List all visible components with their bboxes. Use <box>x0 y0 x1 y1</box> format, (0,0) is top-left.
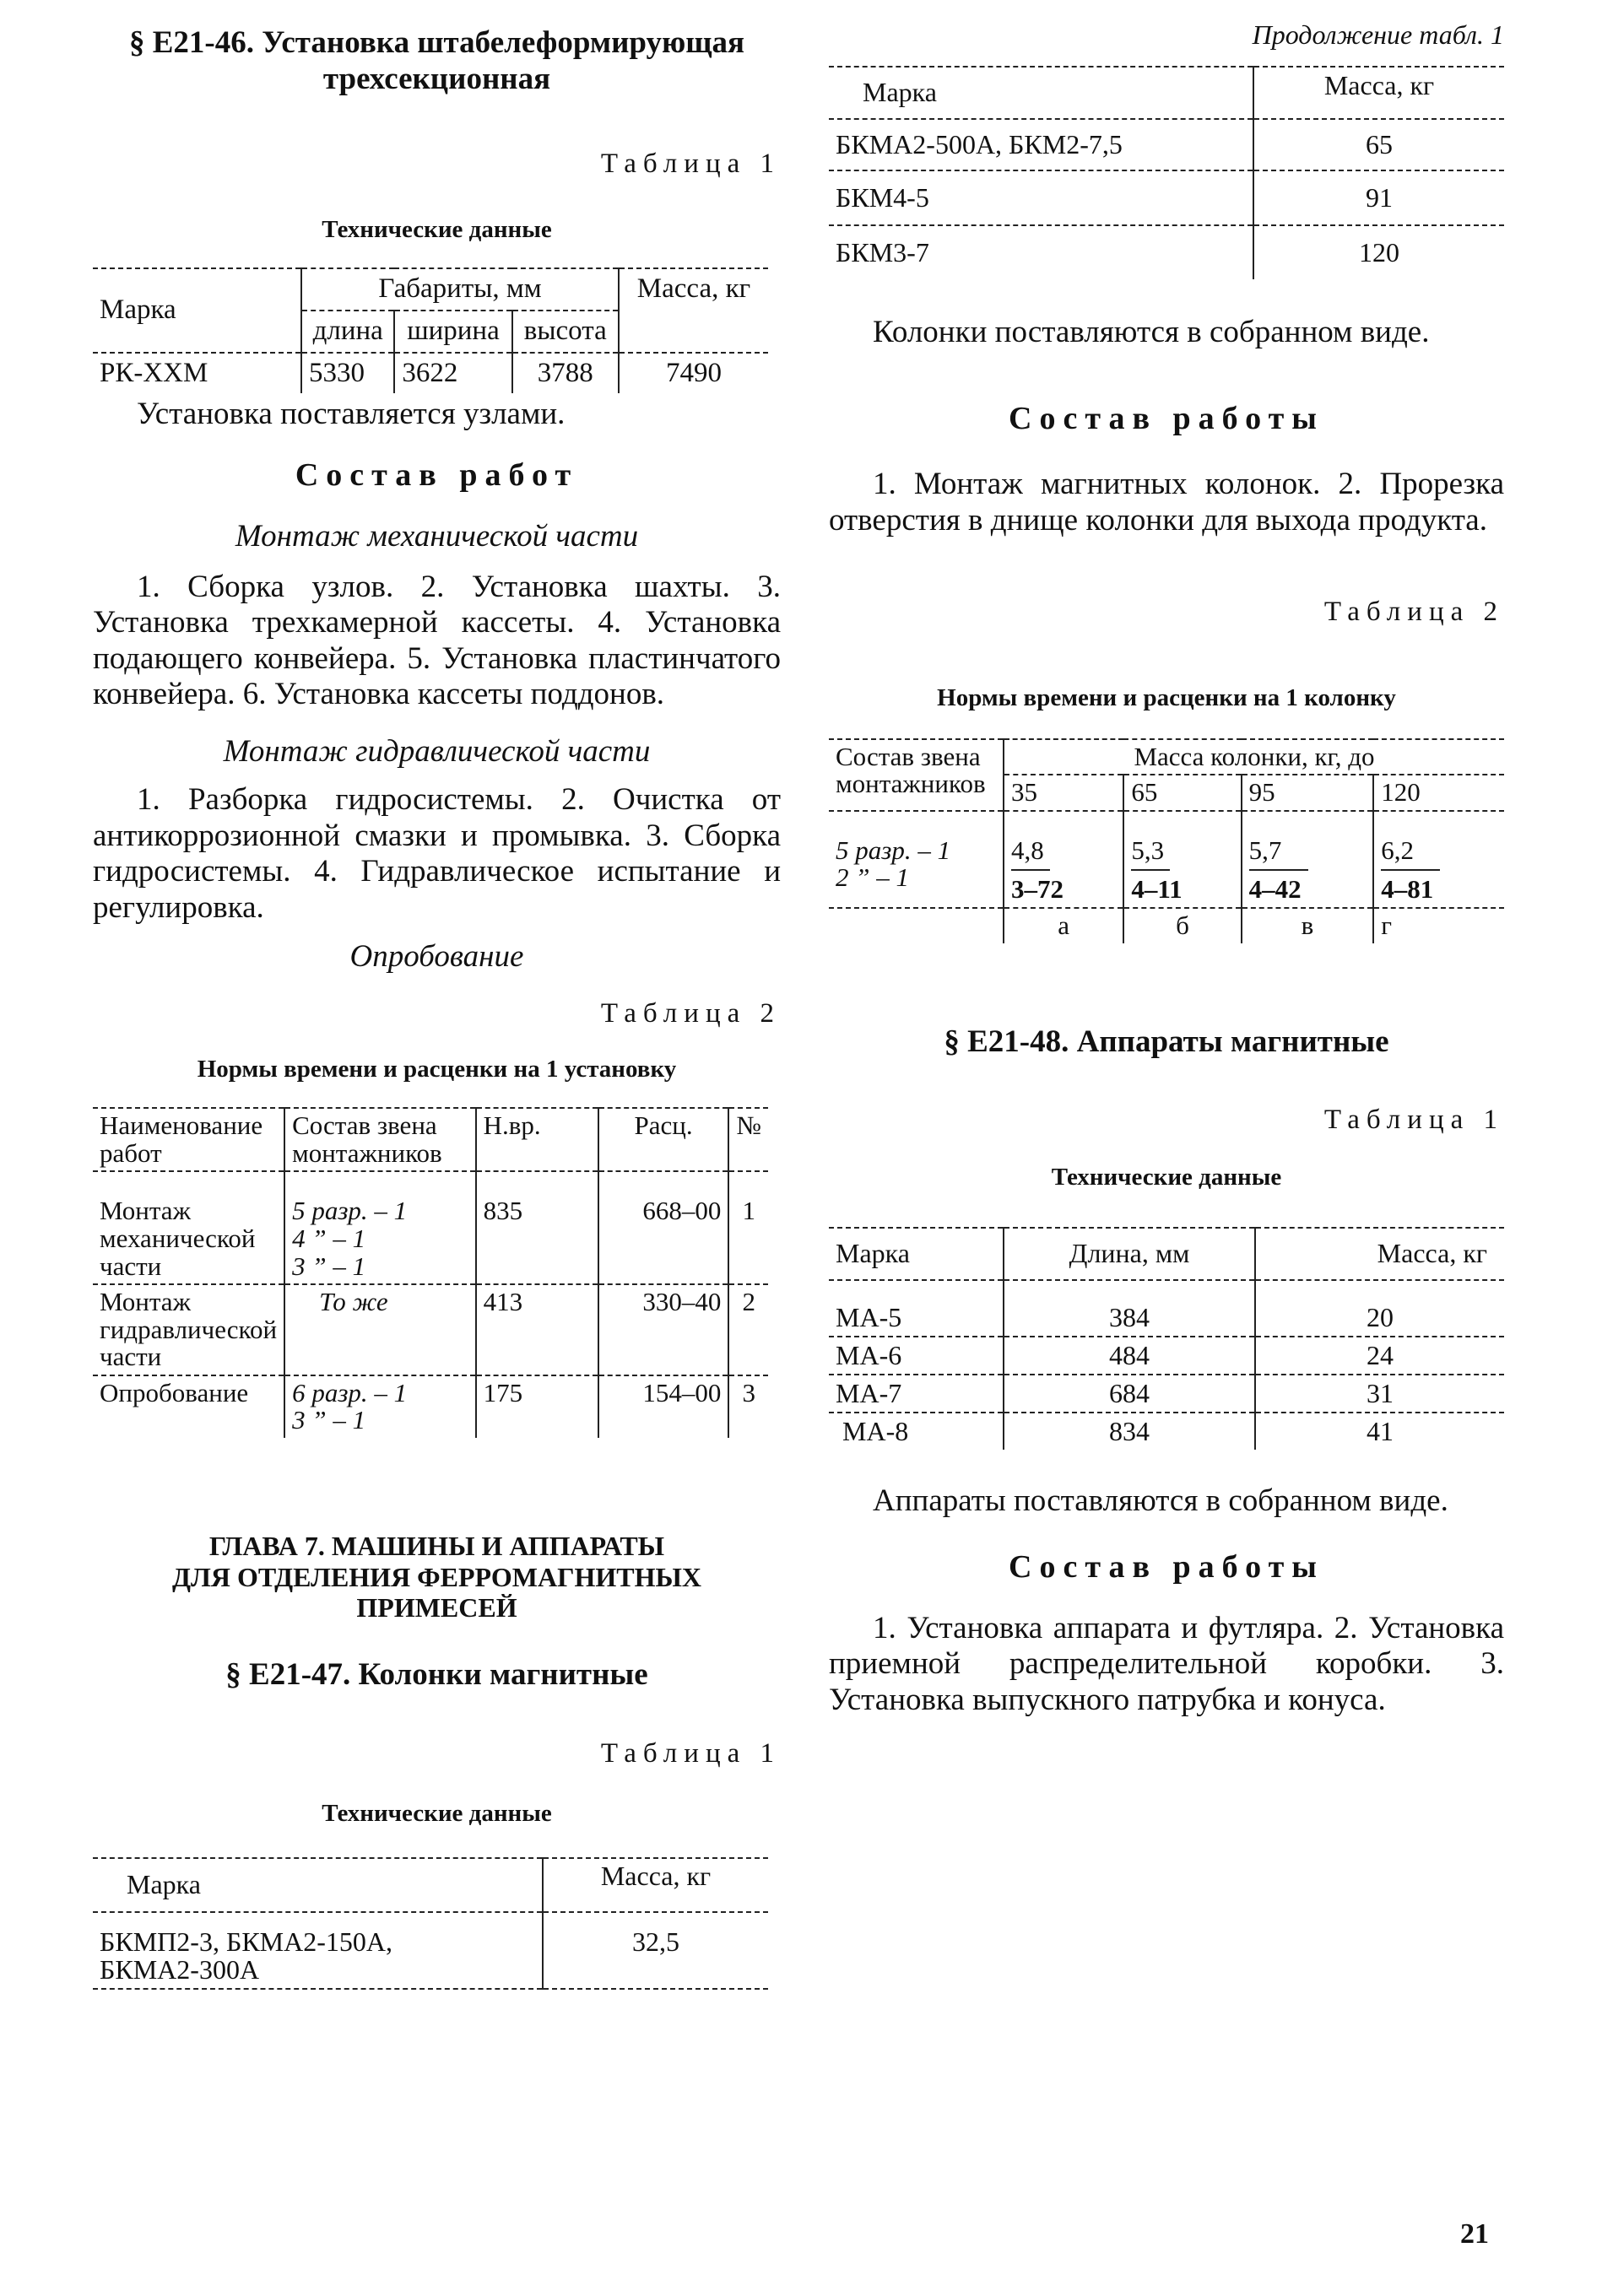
page-number: 21 <box>1460 2218 1489 2250</box>
col-header-width: ширина <box>394 311 511 353</box>
cell-norm-rate: 5,3 4–11 <box>1123 811 1241 908</box>
table-row <box>829 908 1504 943</box>
cell-norm: 175 <box>476 1375 598 1438</box>
col-header-mass: Масса, кг <box>1253 67 1504 118</box>
cell-column-letter: а <box>1004 908 1123 943</box>
table-number: Таблица 1 <box>1323 1105 1504 1136</box>
section-e21-47-title: § Е21-47. Колонки магнитные <box>225 1657 648 1693</box>
composition-heading: Состав работы <box>1009 1548 1324 1585</box>
tech-data-table-e21-47 <box>93 1857 768 1990</box>
cell-height: 3788 <box>512 353 619 394</box>
cell-crew: 5 разр. – 1 2 ” – 1 <box>836 835 951 893</box>
cell-mass: 7490 <box>619 353 768 394</box>
cell-mark: РК-XXM <box>100 357 208 388</box>
col-header-mark: Марка <box>100 294 176 326</box>
col-header-mass: Масса, кг <box>1255 1228 1504 1279</box>
col-header-mass-120: 120 <box>1373 775 1504 811</box>
cell-length: 684 <box>1004 1375 1255 1413</box>
cell-mass: 65 <box>1253 119 1504 170</box>
table-row <box>93 1171 768 1284</box>
cell-mark: МА-5 <box>836 1301 902 1332</box>
subheading-testing: Опробование <box>349 938 524 974</box>
col-header-length: Длина, мм <box>1004 1228 1255 1279</box>
cell-column-letter: в <box>1242 908 1374 943</box>
cell-work-name: Опробование <box>100 1377 249 1407</box>
col-header-rate: Расц. <box>598 1108 729 1171</box>
cell-mark: МА-7 <box>836 1378 902 1408</box>
cell-mark: МА-8 <box>842 1416 909 1447</box>
cell-no: 3 <box>728 1375 768 1438</box>
col-header-mass-35: 35 <box>1004 775 1123 811</box>
cell-norm: 413 <box>476 1284 598 1375</box>
cell-crew: То же <box>284 1284 475 1375</box>
col-header-length: длина <box>301 311 394 353</box>
subheading-hydraulic: Монтаж гидравлической части <box>223 733 651 769</box>
fraction-bar <box>1381 869 1440 871</box>
cell-length: 484 <box>1004 1337 1255 1375</box>
delivery-note: Установка поставляется узлами. <box>137 397 566 432</box>
work-steps: 1. Монтаж магнитных колонок. 2. Прорезка отверстия в днище колонки для выхода продукта. <box>829 467 1504 538</box>
cell-mass: 20 <box>1255 1280 1504 1337</box>
cell-column-letter: г <box>1373 908 1504 943</box>
table-row <box>93 1284 768 1375</box>
col-header-mass: Масса, кг <box>543 1858 768 1912</box>
tech-data-table-e21-47-continued <box>829 66 1504 279</box>
delivery-note: Колонки поставляются в собранном виде. <box>873 315 1430 350</box>
cell-no: 1 <box>728 1171 768 1284</box>
right-column <box>829 19 1504 1718</box>
col-header-mark: Марка <box>863 77 937 108</box>
table-row <box>829 1413 1504 1450</box>
cell-mass: 91 <box>1253 170 1504 225</box>
hydraulic-steps: 1. Разборка гидросистемы. 2. Очистка от антикоррозионной смазки и промывка. 3. Сборка гидросистемы. 4. Гидравлическое испытание и регулировка. <box>93 782 781 926</box>
table-row <box>829 1375 1504 1413</box>
table-row <box>829 225 1504 279</box>
fraction-bar <box>1249 869 1308 871</box>
table-row <box>829 170 1504 225</box>
table-row <box>93 1375 768 1438</box>
table-caption: Нормы времени и расценки на 1 установку <box>197 1055 677 1083</box>
time-norms-table-e21-46 <box>93 1107 768 1437</box>
time-norms-table-e21-47 <box>829 738 1504 943</box>
table-row <box>829 1280 1504 1337</box>
col-header-mass-95: 95 <box>1242 775 1374 811</box>
col-header-height: высота <box>512 311 619 353</box>
table-caption: Технические данные <box>322 1800 552 1828</box>
cell-no: 2 <box>728 1284 768 1375</box>
cell-length: 5330 <box>301 353 394 394</box>
cell-mark: БКМ4-5 <box>836 181 929 213</box>
col-header-crew: Состав звена монтажников <box>284 1108 475 1171</box>
cell-mark: БКМ3-7 <box>836 236 929 267</box>
cell-norm-rate: 5,7 4–42 <box>1242 811 1374 908</box>
fraction-bar <box>1011 869 1050 871</box>
subheading-mechanical: Монтаж механической части <box>235 519 639 554</box>
left-column <box>93 25 781 1990</box>
col-header-no: № <box>728 1108 768 1171</box>
cell-length: 834 <box>1004 1413 1255 1450</box>
col-header-mark: Марка <box>836 1238 910 1269</box>
composition-heading: Состав работ <box>295 456 579 493</box>
composition-heading: Состав работы <box>1009 400 1324 436</box>
cell-rate: 330–40 <box>598 1284 729 1375</box>
table-number: Таблица 1 <box>600 149 781 180</box>
col-header-norm: Н.вр. <box>476 1108 598 1171</box>
continuation-label: Продолжение табл. 1 <box>1252 19 1504 50</box>
col-header-mass: Масса, кг <box>619 268 768 352</box>
table-number: Таблица 2 <box>600 997 781 1029</box>
cell-mass: 32,5 <box>543 1912 768 1989</box>
section-e21-46-title: § Е21-46. Установка штабелеформирующая трехсекционная <box>128 25 745 96</box>
col-header-dims: Габариты, мм <box>301 268 619 311</box>
table-row <box>93 1912 768 1989</box>
table-number: Таблица 2 <box>1323 597 1504 628</box>
cell-mass: 120 <box>1253 225 1504 279</box>
col-header-mass-65: 65 <box>1123 775 1241 811</box>
cell-mark: БКМА2-500А, БКМ2-7,5 <box>836 128 1123 159</box>
table-caption: Нормы времени и расценки на 1 колонку <box>937 683 1396 711</box>
table-number: Таблица 1 <box>600 1737 781 1769</box>
cell-work-name: Монтаж гидравлической части <box>100 1287 278 1372</box>
table-row <box>829 119 1504 170</box>
fraction-bar <box>1131 869 1170 871</box>
cell-length: 384 <box>1004 1280 1255 1337</box>
table-row <box>829 811 1504 908</box>
mechanical-steps: 1. Сборка узлов. 2. Установка шахты. 3. Установка трехкамерной кассеты. 4. Установка подающего конвейера. 5. Установка пластинчатого конвейера. 6. Установка кассеты поддонов. <box>93 569 781 712</box>
delivery-note: Аппараты поставляются в собранном виде. <box>873 1483 1448 1519</box>
col-header-work-name: Наименование работ <box>100 1110 263 1168</box>
section-e21-48-title: § Е21-48. Аппараты магнитные <box>944 1024 1389 1059</box>
table-row <box>93 353 768 394</box>
table-caption: Технические данные <box>322 215 552 243</box>
tech-data-table-e21-46 <box>93 267 768 393</box>
col-header-column-mass: Масса колонки, кг, до <box>1004 739 1504 775</box>
col-header-crew: Состав звена монтажников <box>836 741 986 799</box>
cell-width: 3622 <box>394 353 511 394</box>
cell-norm-rate: 6,2 4–81 <box>1373 811 1504 908</box>
tech-data-table-e21-48 <box>829 1227 1504 1450</box>
cell-column-letter: б <box>1123 908 1241 943</box>
cell-mass: 41 <box>1255 1413 1504 1450</box>
cell-norm-rate: 4,8 3–72 <box>1004 811 1123 908</box>
cell-mass: 31 <box>1255 1375 1504 1413</box>
cell-mark: МА-6 <box>836 1339 902 1370</box>
col-header-mark: Марка <box>127 1869 201 1900</box>
cell-mark: БКМП2-3, БКМА2-150А, БКМА2-300А <box>100 1926 392 1985</box>
cell-work-name: Монтаж механической части <box>100 1196 256 1281</box>
work-steps: 1. Установка аппарата и футляра. 2. Установка приемной распределительной коробки. 3. Установка выпускного патрубка и конуса. <box>829 1610 1504 1717</box>
chapter-7-title: ГЛАВА 7. МАШИНЫ И АППАРАТЫ ДЛЯ ОТДЕЛЕНИЯ ФЕРРОМАГНИТНЫХ ПРИМЕСЕЙ <box>171 1530 702 1623</box>
table-row <box>829 1337 1504 1375</box>
cell-rate: 668–00 <box>598 1171 729 1284</box>
cell-norm: 835 <box>476 1171 598 1284</box>
cell-rate: 154–00 <box>598 1375 729 1438</box>
cell-crew: 6 разр. – 1 3 ” – 1 <box>284 1375 475 1438</box>
table-caption: Технические данные <box>1051 1163 1282 1191</box>
cell-crew: 5 разр. – 1 4 ” – 1 3 ” – 1 <box>284 1171 475 1284</box>
cell-mass: 24 <box>1255 1337 1504 1375</box>
